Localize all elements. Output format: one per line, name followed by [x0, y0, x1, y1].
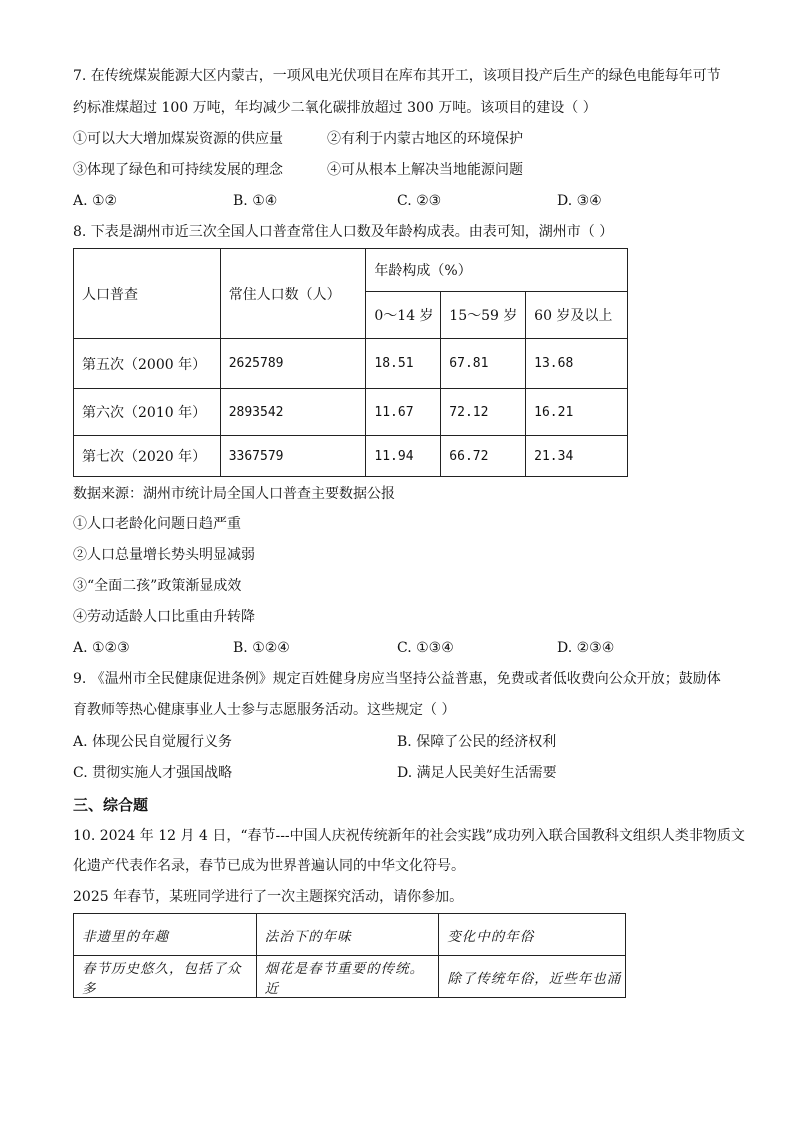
q7-item-1: ①可以大大增加煤炭资源的供应量 [73, 131, 283, 147]
q9-stem-line2: 育教师等热心健康事业人士参与志愿服务活动。这些规定（ ） [73, 702, 456, 718]
cell-heritage-fun: 春节历史悠久，包括了众多 [74, 956, 257, 998]
header-census: 人口普查 [74, 249, 221, 339]
cell-age-15-59: 66.72 [441, 436, 526, 477]
q8-item-3: ③“全面二孩”政策渐显成效 [73, 578, 242, 594]
q9-stem-line1: 9. 《温州市全民健康促进条例》规定百姓健身房应当坚持公益普惠，免费或者低收费向公众开放；鼓励体 [73, 671, 721, 687]
table-row [74, 389, 628, 436]
cell-age-0-14: 11.94 [366, 436, 441, 477]
header-age-15-59: 15～59 岁 [441, 292, 526, 339]
q10-stem-line2: 化遗产代表作名录，春节已成为世界普遍认同的中华文化符号。 [73, 858, 465, 874]
cell-population: 2625789 [220, 339, 366, 389]
q10-stem-line1: 10. 2024 年 12 月 4 日，“春节---中国人庆祝传统新年的社会实践”成功列入联合国教科文组织人类非物质文 [73, 828, 745, 844]
cell-age-60-plus: 21.34 [526, 436, 628, 477]
cell-population: 3367579 [220, 436, 366, 477]
q9-option-a: A. 体现公民自觉履行义务 [73, 734, 233, 750]
header-age-structure: 年龄构成（%） [366, 249, 628, 292]
header-law-flavor: 法治下的年味 [256, 914, 439, 956]
cell-age-0-14: 18.51 [366, 339, 441, 389]
cell-population: 2893542 [220, 389, 366, 436]
cell-changing-customs: 除了传统年俗，近些年也涌 [439, 956, 626, 998]
q8-option-b: B. ①②④ [233, 640, 290, 656]
table-row [74, 339, 628, 389]
cell-census: 第五次（2000 年） [74, 339, 221, 389]
header-changing-customs: 变化中的年俗 [439, 914, 626, 956]
q8-item-2: ②人口总量增长势头明显减弱 [73, 547, 255, 563]
q7-option-b: B. ①④ [233, 193, 278, 209]
q7-option-c: C. ②③ [397, 193, 442, 209]
cell-age-0-14: 11.67 [366, 389, 441, 436]
q8-item-4: ④劳动适龄人口比重由升转降 [73, 609, 255, 625]
cell-census: 第七次（2020 年） [74, 436, 221, 477]
q7-option-a: A. ①② [73, 193, 118, 209]
q7-stem-line1: 7. 在传统煤炭能源大区内蒙古，一项风电光伏项目在库布其开工，该项目投产后生产的绿色电能每年可节 [73, 68, 721, 84]
cell-age-60-plus: 16.21 [526, 389, 628, 436]
q10-stem-line3: 2025 年春节，某班同学进行了一次主题探究活动，请你参加。 [73, 889, 464, 905]
header-age-60-plus: 60 岁及以上 [526, 292, 628, 339]
q7-item-4: ④可从根本上解决当地能源问题 [327, 162, 523, 178]
q9-option-d: D. 满足人民美好生活需要 [397, 765, 557, 781]
q7-option-d: D. ③④ [557, 193, 602, 209]
table-row [74, 436, 628, 477]
cell-census: 第六次（2010 年） [74, 389, 221, 436]
q8-option-c: C. ①③④ [397, 640, 454, 656]
header-population: 常住人口数（人） [220, 249, 366, 339]
q8-option-d: D. ②③④ [557, 640, 615, 656]
header-heritage-fun: 非遗里的年趣 [74, 914, 257, 956]
q7-item-2: ②有利于内蒙古地区的环境保护 [327, 131, 523, 147]
cell-age-15-59: 67.81 [441, 339, 526, 389]
theme-table [73, 913, 626, 998]
q9-option-c: C. 贯彻实施人才强国战略 [73, 765, 233, 781]
q8-item-1: ①人口老龄化问题日趋严重 [73, 516, 241, 532]
cell-law-flavor: 烟花是春节重要的传统。近 [256, 956, 439, 998]
table-row [74, 956, 626, 998]
q8-stem: 8. 下表是湖州市近三次全国人口普查常住人口数及年龄构成表。由表可知，湖州市（ ） [73, 224, 614, 240]
header-age-0-14: 0～14 岁 [366, 292, 441, 339]
section-title: 三、综合题 [73, 796, 149, 814]
population-table [73, 248, 628, 477]
cell-age-15-59: 72.12 [441, 389, 526, 436]
cell-age-60-plus: 13.68 [526, 339, 628, 389]
q7-stem-line2: 约标准煤超过 100 万吨，年均减少二氧化碳排放超过 300 万吨。该项目的建设（ ） [73, 100, 597, 116]
q8-data-source: 数据来源：湖州市统计局全国人口普查主要数据公报 [73, 486, 395, 502]
q8-option-a: A. ①②③ [73, 640, 130, 656]
q7-item-3: ③体现了绿色和可持续发展的理念 [73, 162, 283, 178]
q9-option-b: B. 保障了公民的经济权利 [397, 734, 557, 750]
